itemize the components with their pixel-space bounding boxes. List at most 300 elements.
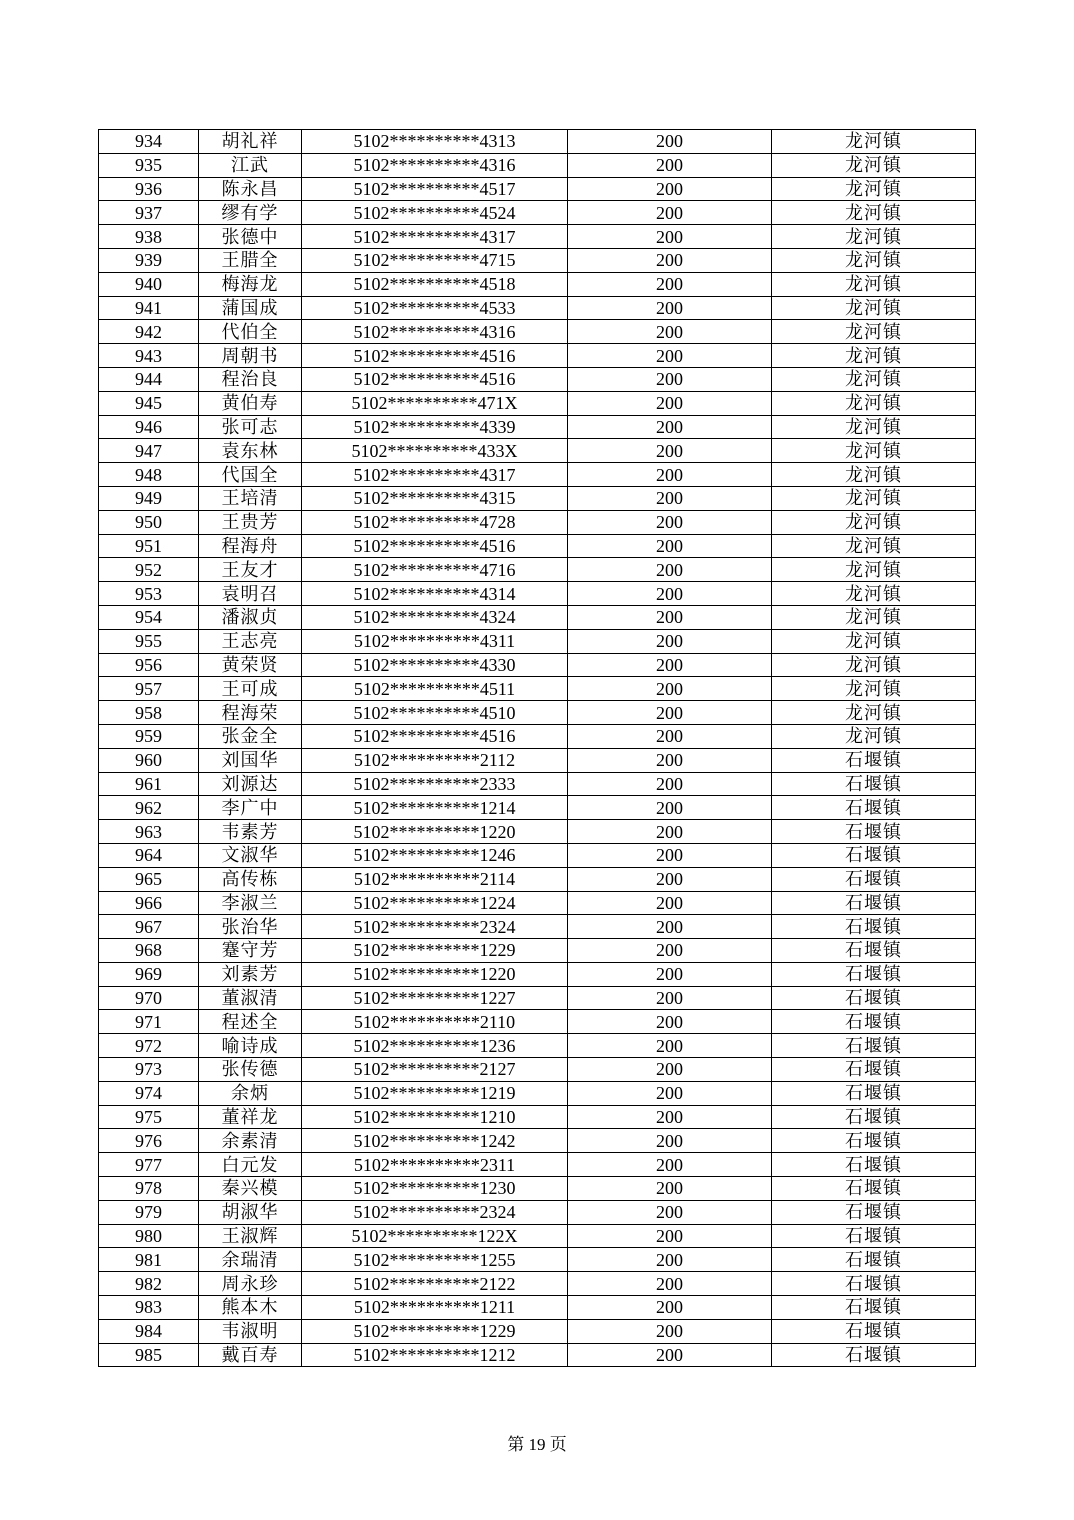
- row-number-cell: 968: [99, 939, 199, 963]
- row-number-cell: 965: [99, 867, 199, 891]
- person-name-cell: 袁明召: [199, 582, 302, 606]
- amount-cell: 200: [568, 1319, 772, 1343]
- person-name-cell: 刘国华: [199, 748, 302, 772]
- id-number-cell: 5102**********1220: [302, 820, 568, 844]
- person-name-cell: 胡礼祥: [199, 130, 302, 154]
- id-number-cell: 5102**********4516: [302, 367, 568, 391]
- person-name-cell: 黄荣贤: [199, 653, 302, 677]
- id-number-cell: 5102**********4314: [302, 582, 568, 606]
- row-number-cell: 946: [99, 415, 199, 439]
- town-cell: 石堰镇: [772, 748, 976, 772]
- person-name-cell: 刘素芳: [199, 962, 302, 986]
- row-number-cell: 981: [99, 1248, 199, 1272]
- person-name-cell: 蹇守芳: [199, 939, 302, 963]
- row-number-cell: 964: [99, 843, 199, 867]
- row-number-cell: 980: [99, 1224, 199, 1248]
- table-row: [99, 582, 976, 606]
- town-cell: 石堰镇: [772, 843, 976, 867]
- person-name-cell: 王腊全: [199, 248, 302, 272]
- id-number-cell: 5102**********1220: [302, 962, 568, 986]
- amount-cell: 200: [568, 1081, 772, 1105]
- row-number-cell: 973: [99, 1058, 199, 1082]
- person-name-cell: 程海荣: [199, 701, 302, 725]
- person-name-cell: 秦兴模: [199, 1177, 302, 1201]
- row-number-cell: 937: [99, 201, 199, 225]
- table-row: [99, 1248, 976, 1272]
- id-number-cell: 5102**********2114: [302, 867, 568, 891]
- town-cell: 石堰镇: [772, 986, 976, 1010]
- row-number-cell: 969: [99, 962, 199, 986]
- id-number-cell: 5102**********4330: [302, 653, 568, 677]
- town-cell: 龙河镇: [772, 344, 976, 368]
- table-row: [99, 915, 976, 939]
- amount-cell: 200: [568, 1010, 772, 1034]
- table-row: [99, 201, 976, 225]
- table-row: [99, 1177, 976, 1201]
- amount-cell: 200: [568, 415, 772, 439]
- id-number-cell: 5102**********4728: [302, 510, 568, 534]
- row-number-cell: 947: [99, 439, 199, 463]
- amount-cell: 200: [568, 677, 772, 701]
- id-number-cell: 5102**********4339: [302, 415, 568, 439]
- amount-cell: 200: [568, 867, 772, 891]
- amount-cell: 200: [568, 201, 772, 225]
- row-number-cell: 944: [99, 367, 199, 391]
- amount-cell: 200: [568, 939, 772, 963]
- town-cell: 石堰镇: [772, 1010, 976, 1034]
- amount-cell: 200: [568, 653, 772, 677]
- person-name-cell: 余素清: [199, 1129, 302, 1153]
- amount-cell: 200: [568, 153, 772, 177]
- town-cell: 龙河镇: [772, 320, 976, 344]
- amount-cell: 200: [568, 1105, 772, 1129]
- amount-cell: 200: [568, 772, 772, 796]
- table-row: [99, 962, 976, 986]
- id-number-cell: 5102**********1214: [302, 796, 568, 820]
- table-row: [99, 605, 976, 629]
- person-name-cell: 程述全: [199, 1010, 302, 1034]
- row-number-cell: 953: [99, 582, 199, 606]
- amount-cell: 200: [568, 1177, 772, 1201]
- table-row: [99, 1081, 976, 1105]
- row-number-cell: 974: [99, 1081, 199, 1105]
- table-row: [99, 1343, 976, 1367]
- amount-cell: 200: [568, 891, 772, 915]
- id-number-cell: 5102**********2311: [302, 1153, 568, 1177]
- town-cell: 龙河镇: [772, 367, 976, 391]
- row-number-cell: 941: [99, 296, 199, 320]
- person-name-cell: 蒲国成: [199, 296, 302, 320]
- amount-cell: 200: [568, 1343, 772, 1367]
- person-name-cell: 董淑清: [199, 986, 302, 1010]
- id-number-cell: 5102**********4517: [302, 177, 568, 201]
- town-cell: 龙河镇: [772, 582, 976, 606]
- id-number-cell: 5102**********4317: [302, 463, 568, 487]
- row-number-cell: 985: [99, 1343, 199, 1367]
- roster-table-container: [98, 129, 975, 1367]
- person-name-cell: 余瑞清: [199, 1248, 302, 1272]
- row-number-cell: 954: [99, 605, 199, 629]
- town-cell: 石堰镇: [772, 1177, 976, 1201]
- row-number-cell: 935: [99, 153, 199, 177]
- row-number-cell: 943: [99, 344, 199, 368]
- town-cell: 龙河镇: [772, 653, 976, 677]
- table-row: [99, 796, 976, 820]
- row-number-cell: 956: [99, 653, 199, 677]
- person-name-cell: 张治华: [199, 915, 302, 939]
- table-row: [99, 272, 976, 296]
- person-name-cell: 李广中: [199, 796, 302, 820]
- id-number-cell: 5102**********4316: [302, 320, 568, 344]
- town-cell: 石堰镇: [772, 1272, 976, 1296]
- row-number-cell: 977: [99, 1153, 199, 1177]
- table-row: [99, 391, 976, 415]
- row-number-cell: 948: [99, 463, 199, 487]
- town-cell: 石堰镇: [772, 1081, 976, 1105]
- id-number-cell: 5102**********4516: [302, 344, 568, 368]
- table-row: [99, 843, 976, 867]
- id-number-cell: 5102**********2324: [302, 915, 568, 939]
- town-cell: 龙河镇: [772, 558, 976, 582]
- town-cell: 石堰镇: [772, 772, 976, 796]
- amount-cell: 200: [568, 367, 772, 391]
- town-cell: 石堰镇: [772, 1224, 976, 1248]
- amount-cell: 200: [568, 915, 772, 939]
- row-number-cell: 967: [99, 915, 199, 939]
- row-number-cell: 950: [99, 510, 199, 534]
- amount-cell: 200: [568, 962, 772, 986]
- person-name-cell: 周永珍: [199, 1272, 302, 1296]
- town-cell: 石堰镇: [772, 1296, 976, 1320]
- table-row: [99, 1319, 976, 1343]
- row-number-cell: 979: [99, 1200, 199, 1224]
- page-number: 第 19 页: [507, 1435, 567, 1454]
- table-row: [99, 344, 976, 368]
- id-number-cell: 5102**********2127: [302, 1058, 568, 1082]
- person-name-cell: 熊本木: [199, 1296, 302, 1320]
- id-number-cell: 5102**********2122: [302, 1272, 568, 1296]
- amount-cell: 200: [568, 248, 772, 272]
- row-number-cell: 955: [99, 629, 199, 653]
- table-row: [99, 701, 976, 725]
- table-row: [99, 1034, 976, 1058]
- person-name-cell: 王培清: [199, 486, 302, 510]
- table-row: [99, 986, 976, 1010]
- town-cell: 石堰镇: [772, 1129, 976, 1153]
- person-name-cell: 王志亮: [199, 629, 302, 653]
- table-row: [99, 724, 976, 748]
- town-cell: 龙河镇: [772, 463, 976, 487]
- id-number-cell: 5102**********4324: [302, 605, 568, 629]
- amount-cell: 200: [568, 296, 772, 320]
- town-cell: 龙河镇: [772, 130, 976, 154]
- amount-cell: 200: [568, 701, 772, 725]
- table-row: [99, 1200, 976, 1224]
- table-row: [99, 867, 976, 891]
- person-name-cell: 缪有学: [199, 201, 302, 225]
- person-name-cell: 王淑辉: [199, 1224, 302, 1248]
- table-row: [99, 772, 976, 796]
- amount-cell: 200: [568, 1200, 772, 1224]
- amount-cell: 200: [568, 820, 772, 844]
- id-number-cell: 5102**********1236: [302, 1034, 568, 1058]
- row-number-cell: 957: [99, 677, 199, 701]
- row-number-cell: 939: [99, 248, 199, 272]
- amount-cell: 200: [568, 1153, 772, 1177]
- row-number-cell: 958: [99, 701, 199, 725]
- id-number-cell: 5102**********2324: [302, 1200, 568, 1224]
- table-row: [99, 1224, 976, 1248]
- row-number-cell: 951: [99, 534, 199, 558]
- row-number-cell: 963: [99, 820, 199, 844]
- table-row: [99, 320, 976, 344]
- amount-cell: 200: [568, 439, 772, 463]
- person-name-cell: 文淑华: [199, 843, 302, 867]
- id-number-cell: 5102**********471X: [302, 391, 568, 415]
- row-number-cell: 959: [99, 724, 199, 748]
- person-name-cell: 刘源达: [199, 772, 302, 796]
- town-cell: 龙河镇: [772, 677, 976, 701]
- amount-cell: 200: [568, 510, 772, 534]
- person-name-cell: 王贵芳: [199, 510, 302, 534]
- id-number-cell: 5102**********4715: [302, 248, 568, 272]
- amount-cell: 200: [568, 463, 772, 487]
- table-row: [99, 1129, 976, 1153]
- table-row: [99, 891, 976, 915]
- table-row: [99, 629, 976, 653]
- amount-cell: 200: [568, 582, 772, 606]
- id-number-cell: 5102**********1227: [302, 986, 568, 1010]
- person-name-cell: 袁东林: [199, 439, 302, 463]
- table-row: [99, 177, 976, 201]
- town-cell: 龙河镇: [772, 248, 976, 272]
- amount-cell: 200: [568, 986, 772, 1010]
- table-row: [99, 415, 976, 439]
- person-name-cell: 喻诗成: [199, 1034, 302, 1058]
- id-number-cell: 5102**********4524: [302, 201, 568, 225]
- table-row: [99, 653, 976, 677]
- town-cell: 石堰镇: [772, 915, 976, 939]
- amount-cell: 200: [568, 1296, 772, 1320]
- amount-cell: 200: [568, 177, 772, 201]
- row-number-cell: 952: [99, 558, 199, 582]
- town-cell: 龙河镇: [772, 272, 976, 296]
- id-number-cell: 5102**********1229: [302, 939, 568, 963]
- town-cell: 龙河镇: [772, 296, 976, 320]
- table-row: [99, 153, 976, 177]
- person-name-cell: 王可成: [199, 677, 302, 701]
- town-cell: 龙河镇: [772, 153, 976, 177]
- town-cell: 石堰镇: [772, 1105, 976, 1129]
- amount-cell: 200: [568, 843, 772, 867]
- person-name-cell: 潘淑贞: [199, 605, 302, 629]
- amount-cell: 200: [568, 1272, 772, 1296]
- table-row: [99, 130, 976, 154]
- person-name-cell: 李淑兰: [199, 891, 302, 915]
- person-name-cell: 白元发: [199, 1153, 302, 1177]
- table-row: [99, 748, 976, 772]
- town-cell: 石堰镇: [772, 962, 976, 986]
- id-number-cell: 5102**********1219: [302, 1081, 568, 1105]
- amount-cell: 200: [568, 605, 772, 629]
- id-number-cell: 5102**********4317: [302, 225, 568, 249]
- id-number-cell: 5102**********4516: [302, 724, 568, 748]
- amount-cell: 200: [568, 320, 772, 344]
- table-row: [99, 1153, 976, 1177]
- table-row: [99, 1272, 976, 1296]
- table-row: [99, 677, 976, 701]
- table-row: [99, 1010, 976, 1034]
- person-name-cell: 江武: [199, 153, 302, 177]
- town-cell: 龙河镇: [772, 177, 976, 201]
- row-number-cell: 940: [99, 272, 199, 296]
- person-name-cell: 王友才: [199, 558, 302, 582]
- town-cell: 龙河镇: [772, 391, 976, 415]
- amount-cell: 200: [568, 748, 772, 772]
- town-cell: 石堰镇: [772, 1058, 976, 1082]
- row-number-cell: 966: [99, 891, 199, 915]
- amount-cell: 200: [568, 344, 772, 368]
- amount-cell: 200: [568, 1224, 772, 1248]
- row-number-cell: 984: [99, 1319, 199, 1343]
- town-cell: 石堰镇: [772, 1034, 976, 1058]
- amount-cell: 200: [568, 486, 772, 510]
- id-number-cell: 5102**********122X: [302, 1224, 568, 1248]
- amount-cell: 200: [568, 225, 772, 249]
- row-number-cell: 934: [99, 130, 199, 154]
- amount-cell: 200: [568, 1058, 772, 1082]
- person-name-cell: 余炳: [199, 1081, 302, 1105]
- id-number-cell: 5102**********4518: [302, 272, 568, 296]
- row-number-cell: 961: [99, 772, 199, 796]
- row-number-cell: 982: [99, 1272, 199, 1296]
- id-number-cell: 5102**********1224: [302, 891, 568, 915]
- amount-cell: 200: [568, 130, 772, 154]
- table-row: [99, 486, 976, 510]
- row-number-cell: 962: [99, 796, 199, 820]
- town-cell: 龙河镇: [772, 415, 976, 439]
- table-row: [99, 1058, 976, 1082]
- amount-cell: 200: [568, 724, 772, 748]
- row-number-cell: 978: [99, 1177, 199, 1201]
- person-name-cell: 程治良: [199, 367, 302, 391]
- town-cell: 龙河镇: [772, 510, 976, 534]
- id-number-cell: 5102**********2112: [302, 748, 568, 772]
- row-number-cell: 945: [99, 391, 199, 415]
- id-number-cell: 5102**********1230: [302, 1177, 568, 1201]
- person-name-cell: 张金全: [199, 724, 302, 748]
- amount-cell: 200: [568, 558, 772, 582]
- id-number-cell: 5102**********4511: [302, 677, 568, 701]
- person-name-cell: 陈永昌: [199, 177, 302, 201]
- table-row: [99, 439, 976, 463]
- table-body: [99, 130, 976, 1367]
- town-cell: 石堰镇: [772, 1200, 976, 1224]
- table-row: [99, 558, 976, 582]
- amount-cell: 200: [568, 796, 772, 820]
- person-name-cell: 黄伯寿: [199, 391, 302, 415]
- id-number-cell: 5102**********1255: [302, 1248, 568, 1272]
- amount-cell: 200: [568, 272, 772, 296]
- id-number-cell: 5102**********1212: [302, 1343, 568, 1367]
- table-row: [99, 296, 976, 320]
- id-number-cell: 5102**********433X: [302, 439, 568, 463]
- table-row: [99, 463, 976, 487]
- town-cell: 石堰镇: [772, 939, 976, 963]
- town-cell: 石堰镇: [772, 1343, 976, 1367]
- id-number-cell: 5102**********2110: [302, 1010, 568, 1034]
- amount-cell: 200: [568, 1248, 772, 1272]
- person-name-cell: 董祥龙: [199, 1105, 302, 1129]
- id-number-cell: 5102**********1211: [302, 1296, 568, 1320]
- id-number-cell: 5102**********1242: [302, 1129, 568, 1153]
- row-number-cell: 972: [99, 1034, 199, 1058]
- person-name-cell: 韦淑明: [199, 1319, 302, 1343]
- table-row: [99, 534, 976, 558]
- person-name-cell: 张德中: [199, 225, 302, 249]
- id-number-cell: 5102**********4533: [302, 296, 568, 320]
- town-cell: 石堰镇: [772, 891, 976, 915]
- person-name-cell: 周朝书: [199, 344, 302, 368]
- town-cell: 龙河镇: [772, 701, 976, 725]
- person-name-cell: 代伯全: [199, 320, 302, 344]
- town-cell: 龙河镇: [772, 439, 976, 463]
- id-number-cell: 5102**********4316: [302, 153, 568, 177]
- town-cell: 龙河镇: [772, 201, 976, 225]
- row-number-cell: 936: [99, 177, 199, 201]
- row-number-cell: 960: [99, 748, 199, 772]
- table-row: [99, 367, 976, 391]
- amount-cell: 200: [568, 1034, 772, 1058]
- town-cell: 石堰镇: [772, 867, 976, 891]
- amount-cell: 200: [568, 629, 772, 653]
- person-name-cell: 梅海龙: [199, 272, 302, 296]
- town-cell: 石堰镇: [772, 1248, 976, 1272]
- town-cell: 龙河镇: [772, 605, 976, 629]
- id-number-cell: 5102**********1246: [302, 843, 568, 867]
- town-cell: 石堰镇: [772, 796, 976, 820]
- id-number-cell: 5102**********4516: [302, 534, 568, 558]
- id-number-cell: 5102**********4315: [302, 486, 568, 510]
- amount-cell: 200: [568, 1129, 772, 1153]
- row-number-cell: 983: [99, 1296, 199, 1320]
- id-number-cell: 5102**********4510: [302, 701, 568, 725]
- table-row: [99, 820, 976, 844]
- person-name-cell: 程海舟: [199, 534, 302, 558]
- id-number-cell: 5102**********4311: [302, 629, 568, 653]
- town-cell: 龙河镇: [772, 486, 976, 510]
- id-number-cell: 5102**********4313: [302, 130, 568, 154]
- row-number-cell: 970: [99, 986, 199, 1010]
- table-row: [99, 1105, 976, 1129]
- town-cell: 石堰镇: [772, 1153, 976, 1177]
- town-cell: 龙河镇: [772, 724, 976, 748]
- town-cell: 龙河镇: [772, 534, 976, 558]
- town-cell: 龙河镇: [772, 629, 976, 653]
- id-number-cell: 5102**********4716: [302, 558, 568, 582]
- person-name-cell: 韦素芳: [199, 820, 302, 844]
- table-row: [99, 225, 976, 249]
- town-cell: 石堰镇: [772, 820, 976, 844]
- id-number-cell: 5102**********2333: [302, 772, 568, 796]
- person-name-cell: 张可志: [199, 415, 302, 439]
- town-cell: 龙河镇: [772, 225, 976, 249]
- amount-cell: 200: [568, 391, 772, 415]
- row-number-cell: 975: [99, 1105, 199, 1129]
- row-number-cell: 971: [99, 1010, 199, 1034]
- person-name-cell: 高传栋: [199, 867, 302, 891]
- roster-table: [98, 129, 976, 1367]
